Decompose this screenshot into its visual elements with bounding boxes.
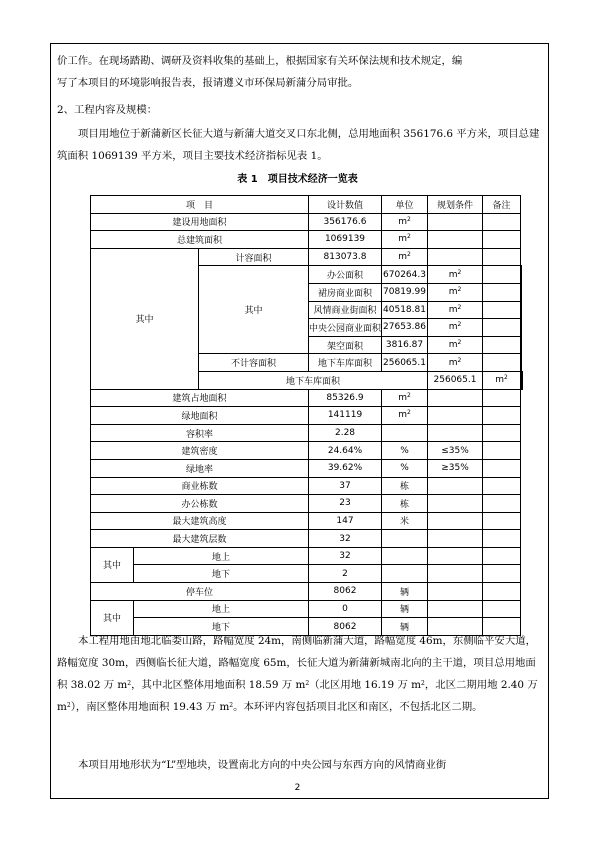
- row-label: 地下车库面积: [309, 354, 382, 372]
- row-value: 0: [309, 600, 382, 618]
- row-value: 141119: [309, 407, 382, 425]
- table-row: [91, 583, 523, 601]
- row-value: 1069139: [309, 231, 382, 249]
- row-value: 70819.99: [382, 283, 428, 301]
- row-unit: $m^2$: [428, 354, 483, 372]
- row-label: 风情商业街面积: [309, 301, 382, 319]
- row-label: 建筑占地面积: [91, 389, 309, 407]
- row-value: 8062: [309, 618, 382, 636]
- table-row: [91, 459, 523, 477]
- row-unit: $m^2$: [382, 213, 428, 231]
- table-row: [91, 512, 523, 530]
- row-label: 建筑密度: [91, 442, 309, 460]
- row-label: 中央公园商业面积: [309, 319, 382, 337]
- row-unit: $m^2$: [428, 336, 483, 354]
- row-label: 停车位: [91, 583, 309, 601]
- row-value: 256065.1: [428, 371, 483, 389]
- row-label: 建设用地面积: [91, 213, 309, 231]
- row-unit: $m^2$: [382, 389, 428, 407]
- row-label: 地下车库面积: [199, 371, 428, 389]
- intro-line-2: 写了本项目的环境影响报告表，报请遵义市环保局新蒲分局审批。: [57, 77, 359, 89]
- row-label: 计容面积: [199, 248, 309, 266]
- table-row: [91, 442, 523, 460]
- layout-paragraph: 本项目用地形状为“L”型地块，设置南北方向的中央公园与东西方向的风情商业街: [78, 759, 447, 771]
- row-unit: %: [382, 459, 428, 477]
- qizhong-cell: 其中: [91, 248, 199, 389]
- intro-paragraph: [57, 50, 543, 94]
- row-value: 256065.1: [382, 354, 428, 372]
- row-unit: $m^2$: [428, 319, 483, 337]
- table-row: [91, 389, 523, 407]
- table-row: [91, 213, 523, 231]
- row-value: 40518.81: [382, 301, 428, 319]
- row-unit: $m^2$: [428, 301, 483, 319]
- row-unit: $m^2$: [483, 371, 521, 389]
- row-label: 地下: [134, 618, 309, 636]
- header-unit: 单位: [382, 196, 428, 214]
- row-value: 24.64%: [309, 442, 382, 460]
- table-row: [91, 565, 523, 583]
- row-unit: 辆: [382, 583, 428, 601]
- row-value: 37: [309, 477, 382, 495]
- row-plan: ≤35%: [428, 442, 483, 460]
- table-row: [91, 495, 523, 513]
- floors-qizhong-cell: 其中: [91, 547, 134, 582]
- table-header-row: [91, 196, 523, 214]
- header-plan: 规划条件: [428, 196, 483, 214]
- table-row: [91, 477, 523, 495]
- header-item: 项 目: [91, 196, 309, 214]
- row-value: 85326.9: [309, 389, 382, 407]
- row-label: 地下: [134, 565, 309, 583]
- row-unit: $m^2$: [382, 407, 428, 425]
- table-row: [91, 600, 523, 618]
- table-row: [91, 530, 523, 548]
- row-unit: $m^2$: [428, 266, 483, 284]
- header-value: 设计数值: [309, 196, 382, 214]
- row-value: 670264.3: [382, 266, 428, 284]
- row-label: 地上: [134, 547, 309, 565]
- table-row: [91, 547, 523, 565]
- row-unit: %: [382, 442, 428, 460]
- table-row: [91, 407, 523, 425]
- row-unit: 栋: [382, 495, 428, 513]
- row-label: 最大建筑高度: [91, 512, 309, 530]
- row-label: 绿地率: [91, 459, 309, 477]
- row-value: 23: [309, 495, 382, 513]
- row-unit: 米: [382, 512, 428, 530]
- row-label: 不计容面积: [199, 354, 309, 372]
- row-unit: $m^2$: [428, 283, 483, 301]
- row-label: 容积率: [91, 424, 309, 442]
- row-unit: 栋: [382, 477, 428, 495]
- row-value: 813073.8: [309, 248, 382, 266]
- row-value: 27653.86: [382, 319, 428, 337]
- row-label: 最大建筑层数: [91, 530, 309, 548]
- row-plan: ≥35%: [428, 459, 483, 477]
- summary-paragraph: 项目用地位于新蒲新区长征大道与新蒲大道交叉口东北侧，总用地面积 356176.6 平方米，项目总建筑面积 1069139 平方米，项目主要技术经济指标见表 1。: [57, 128, 540, 162]
- row-unit: $m^2$: [382, 231, 428, 249]
- row-value: 147: [309, 512, 382, 530]
- row-value: 3816.87: [382, 336, 428, 354]
- row-label: 裙房商业面积: [309, 283, 382, 301]
- row-label: 架空面积: [309, 336, 382, 354]
- row-unit: $m^2$: [382, 248, 428, 266]
- row-value: 8062: [309, 583, 382, 601]
- row-value: 2: [309, 565, 382, 583]
- page-number: 2: [294, 783, 301, 793]
- section-heading: 2、工程内容及规模：: [57, 104, 158, 116]
- row-value: 2.28: [309, 424, 382, 442]
- row-unit: 辆: [382, 600, 428, 618]
- inner-qizhong-cell: 其中: [199, 266, 309, 354]
- row-label: 商业栋数: [91, 477, 309, 495]
- row-label: 办公面积: [309, 266, 382, 284]
- row-value: 39.62%: [309, 459, 382, 477]
- row-label: 地上: [134, 600, 309, 618]
- intro-line-1: 价工作。在现场踏勘、调研及资料收集的基础上，根据国家有关环保法规和技术规定，编: [57, 55, 463, 67]
- row-value: 32: [309, 530, 382, 548]
- row-label: 绿地面积: [91, 407, 309, 425]
- table-row: [91, 231, 523, 249]
- row-value: 32: [309, 547, 382, 565]
- row-label: 办公栋数: [91, 495, 309, 513]
- parking-qizhong-cell: 其中: [91, 600, 134, 635]
- row-label: 总建筑面积: [91, 231, 309, 249]
- tech-econ-table: [90, 195, 523, 636]
- table-caption: 表 1 项目技术经济一览表: [237, 174, 358, 185]
- header-remark: 备注: [483, 196, 521, 214]
- row-unit: 辆: [382, 618, 428, 636]
- table-row: [91, 248, 523, 266]
- table-row: [91, 424, 523, 442]
- row-value: 356176.6: [309, 213, 382, 231]
- site-description-paragraph: 本工程用地由地北临娄山路，路幅宽度 24m，南侧临新蒲大道，路幅宽度 46m，东侧临平安大道，路幅宽度 30m，西侧临长征大道，路幅宽度 65m，长征大道为新蒲新城南北向的主干道，项目总用地面积 38.02 万 $m^2$，其中北区整体用地面积 18.59 万 $m^2$（北区用地 16.19 万 $m^2$，北区二期用地 2.40 万 $m^2$），南区整体用地面积 19.43 万 $m^2$。本环评内容包括项目北区和南区，不包括北区二期。: [57, 635, 538, 713]
